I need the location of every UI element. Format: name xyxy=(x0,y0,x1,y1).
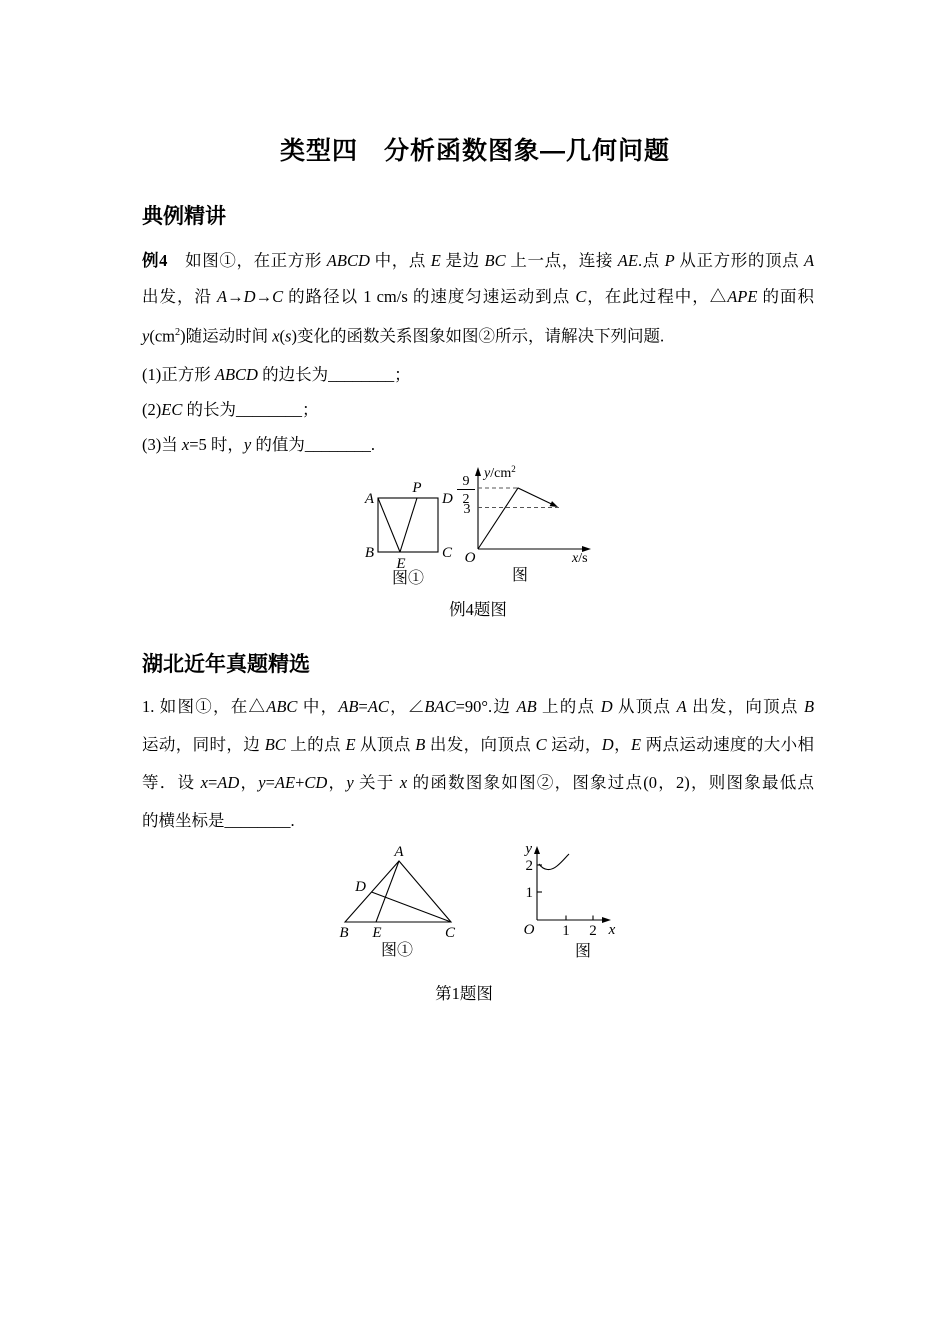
text-segment: )随运动时间 xyxy=(180,326,273,346)
area-graph-figure xyxy=(450,462,620,587)
text-segment: 从正方形的顶点 xyxy=(674,251,804,270)
text-segment: E xyxy=(630,735,642,754)
text-segment: → xyxy=(255,287,273,306)
text-segment: x xyxy=(181,435,190,454)
text-segment: x xyxy=(399,773,408,792)
text-segment: 的值为________. xyxy=(251,435,375,454)
text-line xyxy=(142,315,814,351)
text-segment: ABC xyxy=(266,697,298,716)
text-segment: 出发，沿 xyxy=(142,287,218,306)
text-segment: = xyxy=(358,697,368,716)
text-segment: y xyxy=(142,326,150,346)
text-segment: ，在此过程中，△ xyxy=(586,287,728,306)
text-segment: ( xyxy=(279,326,286,346)
function-curve xyxy=(539,854,569,870)
text-segment: APE xyxy=(727,287,758,306)
x-tick-1-label: 1 xyxy=(562,923,570,939)
text-segment: B xyxy=(415,735,426,754)
text-segment: D xyxy=(601,735,614,754)
curve-arrow-icon xyxy=(550,501,558,507)
text-segment: AB xyxy=(516,697,537,716)
page-title: 类型四 分析函数图象—几何问题 xyxy=(279,137,670,165)
text-segment: EC xyxy=(161,400,183,419)
section-heading-real: 湖北近年真题精选 xyxy=(142,653,310,676)
segment-PE xyxy=(400,498,417,552)
figure2-caption: 图 xyxy=(511,567,529,584)
label-E: E xyxy=(396,556,406,572)
text-segment: A xyxy=(217,287,228,306)
curve-graph-figure xyxy=(518,840,622,965)
text-segment: (2) xyxy=(142,400,162,419)
text-segment: + xyxy=(295,773,305,792)
label-C: C xyxy=(442,545,453,561)
text-segment: 从顶点 xyxy=(355,735,416,754)
x-tick-2-label: 2 xyxy=(589,923,597,939)
text-segment: 中， xyxy=(297,697,339,716)
figure1-caption: 图① xyxy=(391,570,425,587)
text-segment: 从顶点 xyxy=(612,697,677,716)
text-segment: 例4 xyxy=(142,251,168,270)
text-segment: 的长为________； xyxy=(182,400,319,419)
text-line xyxy=(142,279,814,315)
text-segment: AC xyxy=(367,697,389,716)
text-segment: A xyxy=(676,697,687,716)
origin-label: O xyxy=(464,550,476,566)
y-axis-label: y xyxy=(525,841,532,857)
figure4-caption: 图 xyxy=(574,943,592,960)
text-segment: 两点运动速度的大小相 xyxy=(641,735,815,754)
text-segment: ， xyxy=(613,735,631,754)
text-segment: 如图①，在正方形 xyxy=(167,251,327,270)
text-segment: AB xyxy=(338,697,359,716)
text-segment: 关于 xyxy=(353,773,400,792)
text-segment: 出发，向顶点 xyxy=(686,697,804,716)
triangle-figure xyxy=(330,845,475,960)
text-segment: (3)当 xyxy=(142,435,182,454)
text-segment: =5 时， xyxy=(189,435,244,454)
text-segment: 上的点 xyxy=(285,735,346,754)
text-segment: .点 xyxy=(637,251,665,270)
text-segment: P xyxy=(664,251,675,270)
text-segment: ABCD xyxy=(326,251,370,270)
x-axis-label: x xyxy=(608,922,616,938)
segment-DC xyxy=(372,892,452,922)
text-segment: CD xyxy=(304,773,328,792)
text-segment: ， xyxy=(239,773,259,792)
text-segment: D xyxy=(600,697,613,716)
function-curve xyxy=(478,488,551,549)
label-B: B xyxy=(364,545,374,561)
origin-label: O xyxy=(523,922,535,938)
text-segment: C xyxy=(535,735,547,754)
fraction-denominator: 2 xyxy=(462,492,470,507)
text-segment: s xyxy=(285,326,292,346)
text-segment: 1. 如图①，在△ xyxy=(142,697,267,716)
y-tick-3: 3 xyxy=(463,502,471,517)
text-segment: → xyxy=(227,287,244,306)
question-line-3 xyxy=(142,427,814,462)
label-P: P xyxy=(412,480,422,496)
text-segment: 中，点 xyxy=(369,251,431,270)
text-segment: 出发，向顶点 xyxy=(425,735,536,754)
segment-AE xyxy=(378,498,400,552)
text-segment: 的横坐标是________. xyxy=(142,811,295,830)
example-questions xyxy=(142,357,814,462)
problem1-text xyxy=(142,688,814,840)
text-segment: 的函数图象如图②，图象过点(0，2)，则图象最低点 xyxy=(407,773,815,792)
segment-AE xyxy=(376,861,399,922)
text-segment: E xyxy=(345,735,356,754)
text-segment: )变化的函数关系图象如图②所示，请解决下列问题. xyxy=(291,326,665,346)
text-line xyxy=(142,243,814,279)
label-A: A xyxy=(394,844,404,860)
text-segment: ABCD xyxy=(214,365,258,384)
text-segment: ，∠ xyxy=(388,697,425,716)
text-segment: 等．设 xyxy=(142,773,201,792)
text-segment: D xyxy=(243,287,256,306)
text-segment: C xyxy=(272,287,284,306)
text-segment: BC xyxy=(264,735,286,754)
text-segment: ， xyxy=(327,773,347,792)
text-segment: =90°.边 xyxy=(455,697,517,716)
text-line xyxy=(142,764,814,802)
text-segment: = xyxy=(265,773,275,792)
y-axis-arrow-icon xyxy=(475,467,481,476)
example-problem-text xyxy=(142,243,814,351)
y-tick-2-label: 2 xyxy=(525,858,533,874)
text-line xyxy=(142,802,814,840)
text-segment: y xyxy=(258,773,266,792)
text-segment: x xyxy=(200,773,208,792)
label-D: D xyxy=(355,879,366,895)
text-segment: AE xyxy=(617,251,638,270)
text-segment: 上的点 xyxy=(536,697,601,716)
text-segment: 2 xyxy=(174,327,181,338)
label-A: A xyxy=(364,491,374,507)
label-E: E xyxy=(372,925,382,941)
text-segment: B xyxy=(803,697,815,716)
section-heading-example: 典例精讲 xyxy=(142,205,226,228)
text-segment: 的面积 xyxy=(757,287,815,306)
text-segment: BC xyxy=(484,251,506,270)
text-segment: A xyxy=(803,251,815,270)
text-line xyxy=(142,726,814,764)
fraction-numerator: 9 xyxy=(462,474,470,489)
text-segment: = xyxy=(207,773,218,792)
y-tick-1-label: 1 xyxy=(525,885,533,901)
problem1-figure-caption: 第1题图 xyxy=(435,984,493,1003)
text-segment: y xyxy=(346,773,354,792)
x-axis-label: x/s xyxy=(572,551,588,566)
text-segment: (1)正方形 xyxy=(142,365,215,384)
text-segment: AE xyxy=(274,773,296,792)
label-B: B xyxy=(339,925,349,941)
text-segment: 运动，同时，边 xyxy=(142,735,265,754)
text-line xyxy=(142,688,814,726)
label-D: D xyxy=(442,491,453,507)
y-axis-label: $y/cm^2$ xyxy=(484,464,516,481)
y-axis-arrow-icon xyxy=(534,846,540,854)
text-segment: y xyxy=(243,435,252,454)
text-segment: (cm xyxy=(149,326,175,346)
example-figure-caption: 例4题图 xyxy=(449,600,507,619)
text-segment: 的路径以 1 cm/s 的速度匀速运动到点 xyxy=(283,287,576,306)
text-segment: BAC xyxy=(424,697,456,716)
figure3-caption: 图① xyxy=(380,942,414,959)
text-segment: AD xyxy=(217,773,240,792)
text-segment: 运动， xyxy=(546,735,602,754)
text-segment: C xyxy=(575,287,587,306)
text-segment: 是边 xyxy=(440,251,485,270)
label-C: C xyxy=(444,925,456,941)
text-segment: 上一点，连接 xyxy=(505,251,618,270)
question-line-1 xyxy=(142,357,814,392)
text-segment: E xyxy=(430,251,441,270)
text-segment: x xyxy=(272,326,280,346)
text-segment: 的边长为________； xyxy=(257,365,411,384)
question-line-2 xyxy=(142,392,814,427)
